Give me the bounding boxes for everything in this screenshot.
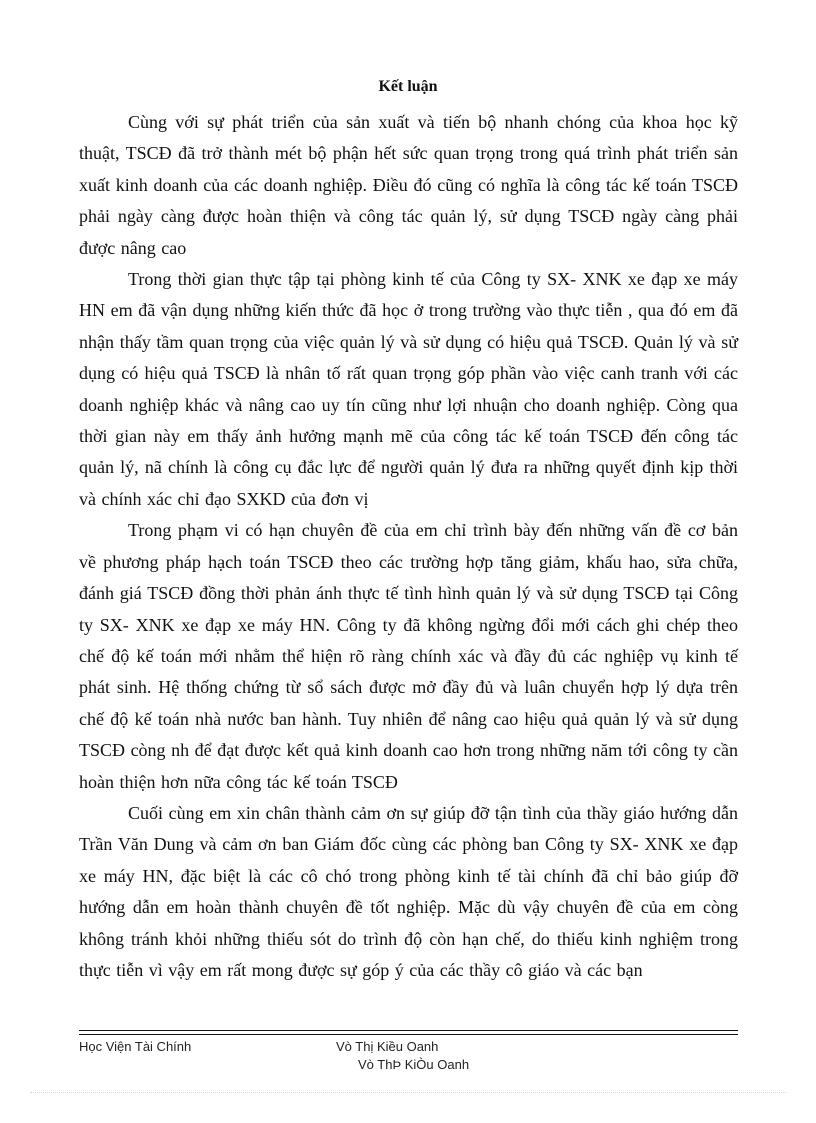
footer-institution: Học Viện Tài Chính	[79, 1039, 192, 1054]
page-title: Kết luận	[378, 78, 438, 95]
footer-rule-bottom	[79, 1034, 738, 1035]
footer-author: Vò Thị Kiều Oanh	[336, 1039, 439, 1054]
footer-rule-top	[79, 1030, 738, 1031]
paragraph-2: Trong thời gian thực tập tại phòng kinh tế của Công ty SX- XNK xe đạp xe máy HN em đã vận dụng những kiến thức đã học ở trong trường vào thực tiễn , qua đó em đã nhận thấy tầm quan trọng của việc quản lý và sử dụng có hiệu quả TSCĐ. Quản lý và sử dụng có hiệu quả TSCĐ là nhân tố rất quan trọng góp phần vào việc canh tranh với các doanh nghiệp khác và nâng cao uy tín cũng như lợi nhuận cho doanh nghiệp. Còng qua thời gian này em thấy ảnh hưởng mạnh mẽ của công tác kế toán TSCĐ đến công tác quản lý, nã chính là công cụ đắc lực để người quản lý đưa ra những quyết định kịp thời và chính xác chỉ đạo SXKD của đơn vị	[79, 269, 738, 509]
page-bottom-dotted-line	[30, 1092, 786, 1093]
body-text	[79, 107, 738, 986]
paragraph-1: Cùng với sự phát triển của sản xuất và tiến bộ nhanh chóng của khoa học kỹ thuật, TSCĐ đã trở thành mét bộ phận hết sức quan trọng trong quá trình phát triển sản xuất kinh doanh của các doanh nghiệp. Điều đó cũng có nghĩa là công tác kế toán TSCĐ phải ngày càng được hoàn thiện và công tác quản lý, sử dụng TSCĐ ngày càng phải được nâng cao	[79, 112, 738, 258]
paragraph-3: Trong phạm vi có hạn chuyên đề của em chỉ trình bày đến những vấn đề cơ bản về phương pháp hạch toán TSCĐ theo các trường hợp tăng giảm, khấu hao, sửa chữa, đánh giá TSCĐ đồng thời phản ánh thực tế tình hình quản lý và sử dụng TSCĐ tại Công ty SX- XNK xe đạp xe máy HN. Công ty đã không ngừng đổi mới cách ghi chép theo chế độ kế toán mới nhằm thể hiện rõ ràng chính xác và đầy đủ các nghiệp vụ kinh tế phát sinh. Hệ thống chứng từ sổ sách được mở đầy đủ và luân chuyển hợp lý dựa trên chế độ kế toán nhà nước ban hành. Tuy nhiên để nâng cao hiệu quả quản lý và sử dụng TSCĐ còng nh để đạt được kết quả kinh doanh cao hơn trong những năm tới công ty cần hoàn thiện hơn nữa công tác kế toán TSCĐ	[79, 520, 738, 792]
footer-author-garbled: Vò ThÞ KiÒu Oanh	[358, 1057, 470, 1072]
paragraph-4: Cuối cùng em xin chân thành cảm ơn sự giúp đỡ tận tình của thầy giáo hướng dẫn Trần Văn Dung và cảm ơn ban Giám đốc cùng các phòng ban Công ty SX- XNK xe đạp xe máy HN, đặc biệt là các cô chó trong phòng kinh tế tài chính đã chỉ bảo giúp đỡ hướng dẫn em hoàn thành chuyên đề tốt nghiệp. Mặc dù vậy chuyên đề của em còng không tránh khỏi những thiếu sót do trình độ còn hạn chế, do thiếu kinh nghiệm trong thực tiễn vì vậy em rất mong được sự góp ý của các thầy cô giáo và các bạn	[79, 802, 738, 980]
